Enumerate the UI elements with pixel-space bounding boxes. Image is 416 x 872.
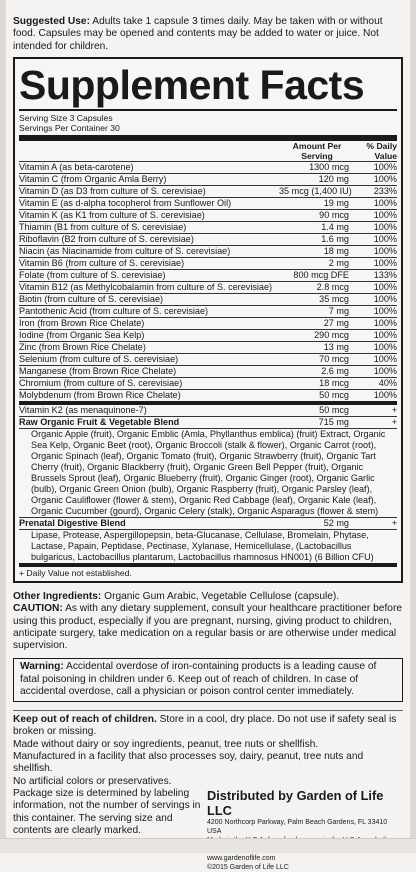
nutrient-name: Vitamin B6 (from culture of S. cerevisiae) [19,258,185,269]
nutrient-dv: 100% [373,366,397,377]
suggested-use [13,16,403,53]
nutrient-dv: 100% [373,174,397,185]
nutrient-amount: 290 mcg [314,330,349,341]
storage-info [13,710,403,788]
nutrient-dv: 133% [373,270,397,281]
nutrient-name: Vitamin K (as K1 from culture of S. cerevisiae) [19,210,205,221]
warning-text: Accidental overdose of iron-containing products is a leading cause of fatal poisoning in children under 6. Keep out of reach of children. In case of accidental overdose, call a physician or poison control center immediately. [20,661,377,697]
label-bottom-strip [0,838,416,853]
nutrient-name: Vitamin D (as D3 from culture of S. cerevisiae) [19,186,206,197]
other-ingredients [13,591,403,603]
daily-value-footnote: + Daily Value not established. [19,563,397,579]
made-without: Made without dairy or soy ingredients, peanut, tree nuts or shellfish. [13,738,319,750]
label-edge-right [410,0,416,852]
nutrient-name: Pantothenic Acid (from culture of S. cerevisiae) [19,306,209,317]
nutrient-dv: 100% [373,342,397,353]
copyright: ©2015 Garden of Life LLC [207,863,289,871]
nutrient-dv: 100% [373,246,397,257]
nutrient-row [19,197,397,209]
nutrient-amount: 2 mg [328,258,349,269]
nutrient-amount: 50 mcg [319,390,349,401]
nutrient-name: Niacin (as Niacinamide from culture of S. cerevisiae) [19,246,231,257]
nutrient-amount: 27 mg [323,318,349,329]
nutrient-amount: 18 mcg [319,378,349,389]
nutrient-row [19,269,397,281]
nutrient-name: Iron (from Brown Rice Chelate) [19,318,145,329]
nutrient-row [19,329,397,341]
supplement-facts-panel [13,57,403,583]
website: www.gardenoflife.com [207,854,276,862]
nutrient-dv: 100% [373,390,397,401]
nutrient-amount: 120 mg [318,174,349,185]
nutrient-dv: 100% [373,222,397,233]
nutrient-amount: 13 mg [323,342,349,353]
nutrient-dv: 100% [373,330,397,341]
nutrient-row [19,245,397,257]
package-note: Package size is determined by labeling information, not the number of servings in this container. The serving size and contents are clearly marked. [13,787,201,836]
nutrient-name: Manganese (from Brown Rice Chelate) [19,366,177,377]
nutrient-row [19,305,397,317]
nutrient-name: Selenium (from culture of S. cerevisiae) [19,354,179,365]
label-edge-left [0,0,6,852]
serving-info [19,109,397,133]
nutrient-row [19,209,397,221]
other-ingredients-label: Other Ingredients: [13,591,102,603]
nutrient-name: Vitamin E (as d-alpha tocopherol from Sunflower Oil) [19,198,232,209]
nutrient-amount: 1.4 mg [321,222,349,233]
bottom-section [13,788,403,872]
nutrient-name: Chromium (from culture of S. cerevisiae) [19,378,183,389]
nutrient-dv: 100% [373,294,397,305]
caution-label: CAUTION: [13,603,63,615]
nutrient-dv: + [391,405,397,416]
nutrient-dv: 100% [373,234,397,245]
nutrient-name: Riboflavin (B2 from culture of S. cerevisiae) [19,234,194,245]
nutrient-amount: 18 mg [323,246,349,257]
daily-value-header: % Daily Value [366,141,397,162]
nutrient-row [19,317,397,329]
blend-amount: 52 mg [323,518,349,529]
keep-out-text: Store in a cool, dry place. Do not use if safety seal is broken or missing. [13,714,397,738]
other-ingredients-text: Organic Gum Arabic, Vegetable Cellulose (capsule). [101,591,340,603]
suggested-use-label: Suggested Use: [13,16,90,27]
nutrient-dv: 40% [378,378,397,389]
distributor-address: 4200 Northcorp Parkway, Palm Beach Gardens, FL 33410 USA [207,818,388,835]
blend-amount: 715 mg [318,417,349,428]
nutrient-amount: 35 mcg [319,294,349,305]
serving-size: Serving Size 3 Capsules [19,113,113,124]
fruit-veg-blend-ingredients: Organic Apple (fruit), Organic Emblic (Amla, Phyllanthus emblica) (fruit) Extract, Organic Sea Kelp, Organic Beet (root), Organic Broccoli (stalk & flower), Organic Carrot (root), Organic Spinach (leaf), Organic Tomato (fruit), Organic Strawberry (fruit), Organic Tart Cherry (fruit), Organic Blackberry (fruit), Organic Green Bell Pepper (fruit), Organic Brussels Sprout (leaf), Organic Blueberry (fruit), Organic Ginger (root), Organic Garlic (bulb), Organic Green Onion (bulb), Organic Raspberry (fruit), Organic Parsley (leaf), Organic Cauliflower (flower & stem), Organic Red Cabbage (leaf), Organic Kale (leaf), Organic Cucumber (gourd), Organic Celery (stalk), Organic Asparagus (flower & stem) [19,428,397,517]
nutrient-row [19,185,397,197]
nutrient-amount: 800 mcg DFE [293,270,349,281]
nutrient-row [19,233,397,245]
nutrient-name: Vitamin B12 (as Methylcobalamin from culture of S. cerevisiae) [19,282,273,293]
keep-out-label: Keep out of reach of children. [13,714,157,726]
nutrient-amount: 70 mcg [319,354,349,365]
nutrient-amount: 50 mcg [319,405,349,416]
nutrient-row [19,365,397,377]
nutrient-name: Molybdenum (from Brown Rice Chelate) [19,390,181,401]
blend-dv: + [391,518,397,529]
nutrient-dv: 100% [373,258,397,269]
nutrient-name: Thiamin (B1 from culture of S. cerevisiae) [19,222,187,233]
blend-name: Raw Organic Fruit & Vegetable Blend [19,417,180,428]
nutrient-row [19,257,397,269]
nutrient-row [19,341,397,353]
nutrient-dv: 100% [373,354,397,365]
nutrient-amount: 2.8 mcg [316,282,349,293]
vitamin-k2-row [19,401,397,416]
nutrient-name: Zinc (from Brown Rice Chelate) [19,342,146,353]
label-panel [13,0,403,872]
nutrient-row [19,161,397,173]
nutrient-dv: 100% [373,210,397,221]
servings-per-container: Servings Per Container 30 [19,123,120,134]
nutrient-row [19,173,397,185]
nutrient-name: Vitamin A (as beta-carotene) [19,162,134,173]
amount-per-serving-header: Amount Per Serving [292,141,342,162]
distributor-title: Distributed by Garden of Life LLC [207,787,384,818]
nutrient-dv: 100% [373,282,397,293]
nutrient-row [19,377,397,389]
facts-header [19,135,397,161]
nutrient-amount: 1.6 mg [321,234,349,245]
nutrient-dv: 100% [373,318,397,329]
supplement-facts-title: Supplement Facts [19,62,365,109]
blend-name: Prenatal Digestive Blend [19,518,126,529]
no-artificial: No artificial colors or preservatives. [13,775,172,787]
fruit-veg-blend-row [19,416,397,428]
nutrient-dv: 100% [373,198,397,209]
nutrient-name: Vitamin K2 (as menaquinone-7) [19,405,147,416]
nutrient-amount: 2.6 mg [321,366,349,377]
nutrient-name: Vitamin C (from Organic Amla Berry) [19,174,167,185]
nutrient-row [19,389,397,401]
digestive-blend-row [19,517,397,529]
warning-label: Warning: [20,661,64,673]
nutrient-amount: 1300 mcg [309,162,349,173]
nutrient-amount: 19 mg [323,198,349,209]
nutrient-list [19,161,397,401]
nutrient-dv: 233% [373,186,397,197]
caution-text: As with any dietary supplement, consult your healthcare practitioner before using this product, especially if you are pregnant, nursing, giving product to children, anticipate surgery, take medication on a regular basis or are otherwise under medical supervision. [13,603,403,652]
suggested-use-text: Adults take 1 capsule 3 times daily. May be taken with or without food. Capsules may be opened and contents may be added to water or juice. Not intended for children. [13,16,383,52]
nutrient-amount: 7 mg [328,306,349,317]
nutrient-row [19,221,397,233]
nutrient-dv: 100% [373,306,397,317]
nutrient-name: Folate (from culture of S. cerevisiae) [19,270,166,281]
nutrient-amount: 35 mcg (1,400 IU) [279,186,352,197]
blend-dv: + [391,417,397,428]
nutrient-row [19,293,397,305]
iron-warning-box [13,658,403,702]
nutrient-amount: 90 mcg [319,210,349,221]
facility-statement: Manufactured in a facility that also processes soy, dairy, peanut, tree nuts and shellfish. [13,751,364,775]
nutrient-dv: 100% [373,162,397,173]
digestive-blend-ingredients: Lipase, Protease, Aspergillopepsin, beta-Glucanase, Cellulase, Bromelain, Phytase, Lactase, Papain, Peptidase, Pectinase, Xylanase, Hemicellulase, (Lactobacillus bulgaricus, Lactobacillus plantarum, Lactobacillus rhamnosus HN001) (6 Billion CFU) [19,529,397,563]
distributor-info [203,788,403,872]
nutrient-name: Iodine (from Organic Sea Kelp) [19,330,145,341]
nutrient-row [19,353,397,365]
caution [13,603,403,652]
nutrient-name: Biotin (from culture of S. cerevisiae) [19,294,164,305]
nutrient-row [19,281,397,293]
